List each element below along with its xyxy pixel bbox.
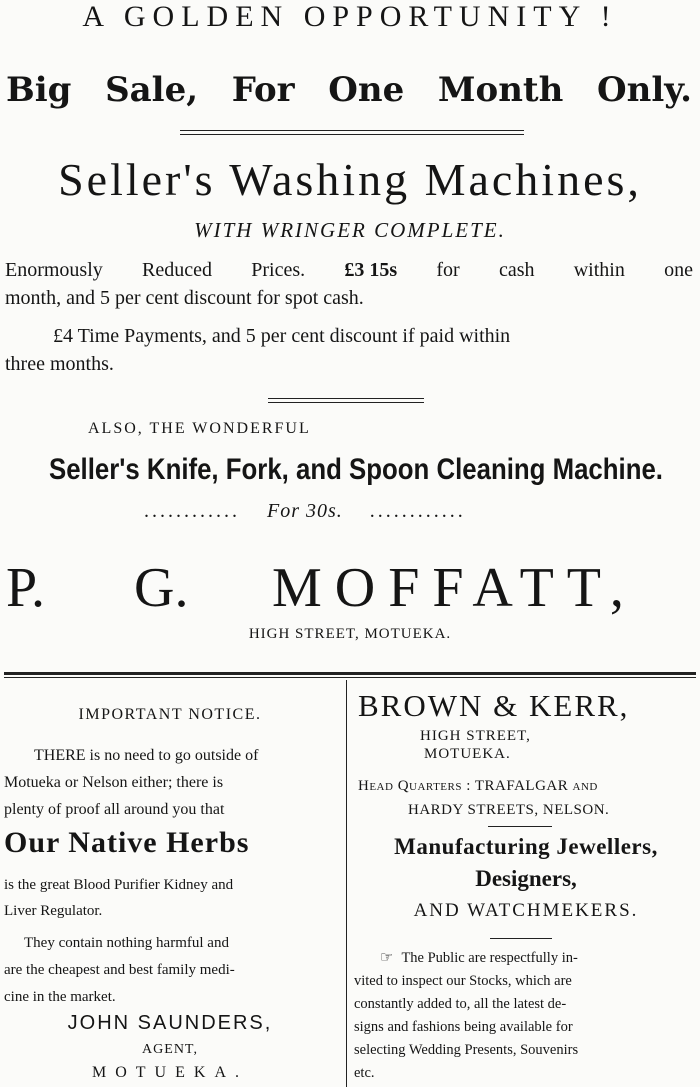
washer-subtitle: WITH WRINGER COMPLETE. (194, 218, 506, 242)
text-line: month, and 5 per cent discount for spot cash. (5, 287, 364, 309)
text-line: cine in the market. (4, 989, 116, 1005)
text-line: three months. (5, 353, 114, 375)
agent-name: JOHN SAUNDERS, (67, 1012, 273, 1034)
text-line: Liver Regulator. (4, 903, 103, 919)
subhead-word: Only. (597, 70, 692, 110)
product-name: Our Native Herbs (4, 826, 250, 859)
washer-title: Seller's Washing Machines, (58, 154, 642, 205)
column-divider (346, 680, 347, 1087)
divider-rule (490, 938, 552, 939)
merchant-address: HIGH STREET, MOTUEKA. (248, 626, 452, 642)
subhead-word: Month (437, 70, 564, 110)
text-line: They contain nothing harmful and (24, 935, 229, 951)
knife-price: For 30s. (267, 500, 343, 522)
subhead-word: Big (6, 70, 72, 110)
subhead-word: One (328, 70, 405, 110)
knife-intro: ALSO, THE WONDERFUL (88, 420, 311, 437)
merchant-initial: P. (6, 557, 45, 619)
text-line: plenty of proof all around you that (4, 801, 225, 818)
text-line (5, 256, 693, 284)
washer-paragraph-2 (5, 322, 693, 378)
text-line: signs and fashions being available for (354, 1019, 573, 1035)
head-quarters (358, 774, 698, 822)
divider-rule (488, 826, 552, 827)
text-line: HARDY STREETS, NELSON. (408, 802, 610, 818)
text-line: is the great Blood Purifier Kidney and (4, 877, 234, 893)
merchant-name (6, 556, 694, 620)
word: for (436, 259, 460, 281)
text-line: THERE is no need to go outside of (34, 747, 259, 764)
text-line: selecting Wedding Presents, Souvenirs (354, 1042, 579, 1058)
agent-role: AGENT, (142, 1042, 198, 1057)
pointing-hand-icon: ☞ (380, 948, 394, 966)
divider-rule (180, 130, 524, 131)
firm-street: HIGH STREET, (420, 728, 531, 744)
word: Enormously (5, 259, 103, 281)
section-divider (4, 677, 696, 678)
leader-dots: ............ (369, 500, 466, 522)
knife-price-line (144, 500, 466, 523)
leader-dots: ............ (144, 500, 240, 522)
divider-rule (268, 402, 424, 403)
text-line: £4 Time Payments, and 5 per cent discount if paid within (53, 325, 511, 347)
divider-rule (180, 134, 524, 135)
subhead-word: For (231, 70, 295, 110)
firm-name: BROWN & KERR, (358, 688, 630, 723)
trade-line-1: Manufacturing Jewellers, (394, 834, 658, 859)
text-line: Motueka or Nelson either; there is (4, 774, 224, 791)
divider-rule (268, 398, 424, 399)
text-line: vited to inspect our Stocks, which are (354, 973, 572, 989)
headline: A GOLDEN OPPORTUNITY ! (82, 0, 618, 33)
trade-line-3: AND WATCHMEKERS. (413, 900, 639, 921)
subhead-word: Sale, (105, 70, 199, 110)
merchant-surname: MOFFATT, (272, 557, 637, 619)
left-ad-heading: IMPORTANT NOTICE. (78, 706, 262, 723)
word: within (573, 259, 625, 281)
word: Prices. (251, 259, 306, 281)
washer-paragraph-1 (5, 256, 693, 312)
trade-line-2: Designers, (475, 866, 577, 891)
word: cash (498, 259, 535, 281)
word: Reduced (142, 259, 212, 281)
text-line: constantly added to, all the latest de- (354, 996, 567, 1012)
left-ad-body (4, 742, 340, 823)
text-line: etc. (354, 1065, 375, 1081)
public-notice (354, 946, 694, 1085)
word: one (664, 259, 693, 281)
knife-title: Seller's Knife, Fork, and Spoon Cleaning Machine. (49, 453, 663, 486)
agent-town: MOTUEKA. (92, 1064, 248, 1081)
merchant-initial: G. (134, 557, 189, 619)
text-line: are the cheapest and best family medi- (4, 962, 235, 978)
firm-town: MOTUEKA. (424, 746, 511, 762)
text-line: ☞ The Public are respectfully in- (380, 948, 578, 966)
text-line: Head Quarters : TRAFALGAR and (358, 778, 598, 794)
section-divider (4, 672, 696, 675)
left-ad-paragraph-2 (4, 930, 340, 1011)
product-description (4, 872, 340, 924)
price-text: £3 15s (344, 259, 398, 281)
subhead (6, 70, 692, 110)
